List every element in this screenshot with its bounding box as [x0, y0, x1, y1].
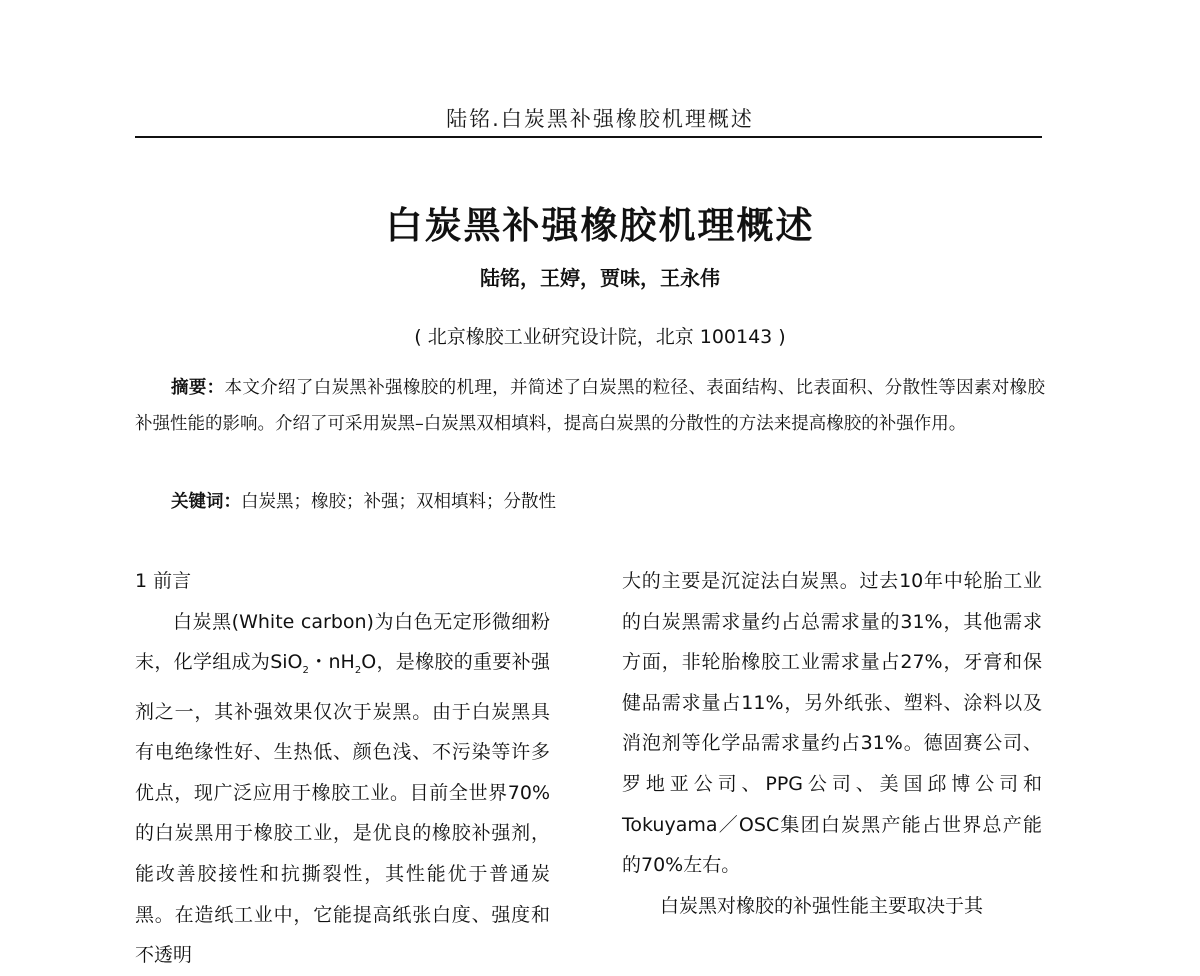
keywords [171, 488, 1041, 513]
intro-paragraph-continued: 大的主要是沉淀法白炭黑。过去10年中轮胎工业的白炭黑需求量约占总需求量的31%，其他需求方面，非轮胎橡胶工业需求量占27%，牙膏和保健品需求量占11%，另外纸张、塑料、涂料以及消泡剂等化学品需求量约占31%。德固赛公司、罗地亚公司、PPG公司、美国邱博公司和Tokuyama／OSC集团白炭黑产能占世界总产能的70%左右。 [622, 570, 1042, 877]
keywords-text: 白炭黑；橡胶；补强；双相填料；分散性 [241, 492, 556, 512]
header-rule [135, 136, 1042, 138]
affiliation: ( 北京橡胶工业研究设计院，北京 100143 ) [414, 326, 786, 348]
abstract-text: 本文介绍了白炭黑补强橡胶的机理，并简述了白炭黑的粒径、表面结构、比表面积、分散性等因素对橡胶补强性能的影响。介绍了可采用炭黑–白炭黑双相填料，提高白炭黑的分散性的方法来提高橡胶的补强作用。 [135, 378, 1045, 434]
intro-text-2: ・nH [308, 651, 355, 674]
right-column [622, 561, 1042, 926]
section-heading: 1 前言 [135, 570, 192, 592]
running-header: 陆铭.白炭黑补强橡胶机理概述 [446, 107, 754, 131]
second-paragraph: 白炭黑对橡胶的补强性能主要取决于其 [660, 894, 984, 917]
keywords-label: 关键词： [171, 492, 241, 512]
formula-subscript: 2 [302, 664, 309, 676]
left-column [135, 561, 550, 976]
authors: 陆铭，王婷，贾味，王永伟 [480, 266, 720, 290]
intro-text-1: 白炭黑(White carbon)为白色无定形微细粉末，化学组成为SiO [135, 610, 550, 674]
intro-paragraph [135, 602, 550, 976]
abstract-label: 摘要： [171, 378, 225, 398]
intro-text-3: O，是橡胶的重要补强剂之一，其补强效果仅次于炭黑。由于白炭黑具有电绝缘性好、生热低、颜色浅、不污染等许多优点，现广泛应用于橡胶工业。目前全世界70%的白炭黑用于橡胶工业，是优良的橡胶补强剂，能改善胶接性和抗撕裂性，其性能优于普通炭黑。在造纸工业中，它能提高纸张白度、强度和不透明 [135, 651, 550, 967]
formula-subscript: 2 [354, 664, 362, 676]
article-title: 白炭黑补强橡胶机理概述 [385, 203, 815, 247]
abstract [135, 370, 1045, 442]
